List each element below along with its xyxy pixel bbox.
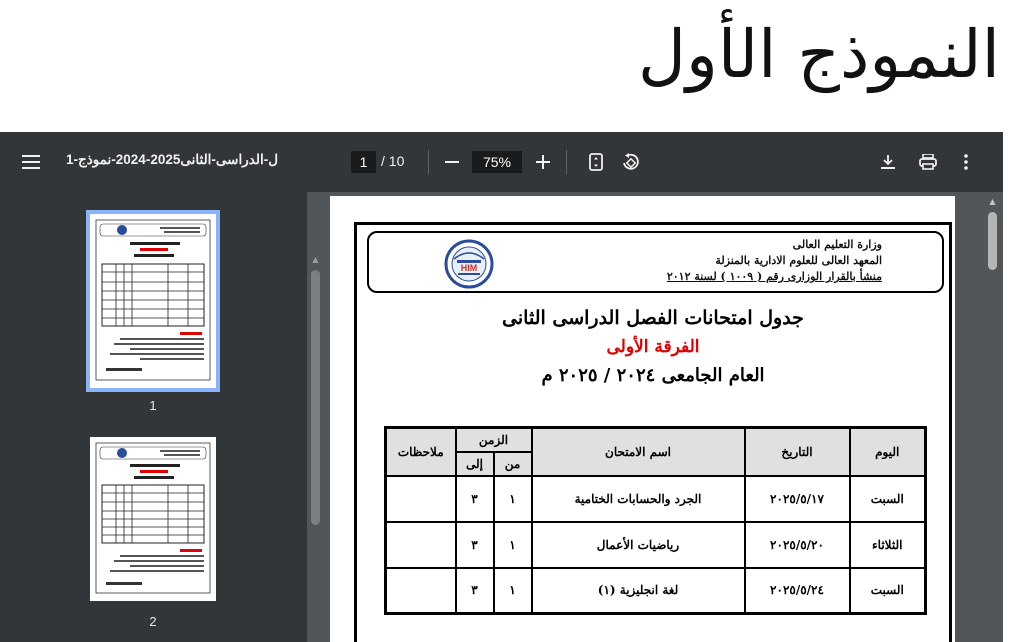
- page-thumbnail-1[interactable]: [90, 214, 216, 388]
- cell-notes: [386, 476, 456, 522]
- cell-day: الثلاثاء: [850, 522, 926, 568]
- cell-date: ٢٠٢٥/٥/١٧: [745, 476, 850, 522]
- cell-day: السبت: [850, 568, 926, 614]
- thumbnail-sidebar: [0, 192, 319, 642]
- cell-to: ٣: [456, 522, 494, 568]
- cell-to: ٣: [456, 568, 494, 614]
- fit-page-button[interactable]: [585, 150, 607, 174]
- header-to: إلى: [456, 452, 494, 476]
- download-icon: [880, 154, 896, 170]
- document-view: [320, 192, 1003, 642]
- table-row: [386, 522, 926, 568]
- cell-from: ١: [494, 568, 532, 614]
- header-day: اليوم: [850, 428, 926, 476]
- thumbnail-page-number: 1: [149, 398, 157, 413]
- table-header-row: [386, 428, 926, 452]
- sidebar-scrollbar[interactable]: [311, 270, 320, 525]
- cell-day: السبت: [850, 476, 926, 522]
- table-row: [386, 568, 926, 614]
- institute-name: المعهد العالى للعلوم الادارية بالمنزلة: [715, 254, 882, 267]
- sidebar-scroll-up-icon[interactable]: ▲: [312, 255, 319, 264]
- page-number-input[interactable]: 1: [351, 151, 376, 173]
- cell-notes: [386, 568, 456, 614]
- fit-page-icon: [589, 153, 603, 171]
- download-button[interactable]: [876, 150, 900, 174]
- hamburger-menu-icon[interactable]: [18, 150, 44, 174]
- minus-icon: [445, 155, 459, 169]
- page-border: [354, 222, 952, 642]
- rotate-icon: [621, 153, 641, 171]
- pdf-viewer: [0, 132, 1003, 642]
- header-time: الزمن: [456, 428, 532, 452]
- header-from: من: [494, 452, 532, 476]
- pdf-page: [330, 196, 955, 642]
- rotate-button[interactable]: [619, 150, 643, 174]
- cell-date: ٢٠٢٥/٥/٢٠: [745, 522, 850, 568]
- header-date: التاريخ: [745, 428, 850, 476]
- page-thumbnail-preview: [90, 214, 216, 388]
- letterhead-box: [367, 231, 944, 293]
- cell-from: ١: [494, 476, 532, 522]
- toolbar-divider: [428, 150, 429, 174]
- header-notes: ملاحظات: [386, 428, 456, 476]
- cell-notes: [386, 522, 456, 568]
- more-options-button[interactable]: [955, 150, 977, 174]
- more-vertical-icon: [964, 154, 968, 170]
- thumbnail-page-number: 2: [149, 614, 157, 629]
- ministry-name: وزارة التعليم العالى: [792, 238, 882, 251]
- table-row: [386, 476, 926, 522]
- page-thumbnail-preview: [90, 437, 216, 601]
- document-subtitle: الفرقة الأولى: [606, 337, 700, 357]
- print-button[interactable]: [915, 150, 941, 174]
- exam-schedule-table: [384, 426, 927, 615]
- cell-exam: الجرد والحسابات الختامية: [532, 476, 745, 522]
- cell-from: ١: [494, 522, 532, 568]
- print-icon: [919, 154, 937, 170]
- letterhead-text: [662, 237, 882, 285]
- cell-exam: رياضيات الأعمال: [532, 522, 745, 568]
- document-title: ل-الدراسى-الثانى2025-2024-نموذج-1: [66, 152, 279, 167]
- main-scroll-up-icon[interactable]: ▲: [989, 197, 996, 206]
- page-heading: النموذج الأول: [638, 16, 1000, 93]
- page-thumbnail-2[interactable]: [90, 437, 216, 601]
- decree-text: منشأ بالقرار الوزارى رقم ( ١٠٠٩ ) لسنة ٢٠١٢: [666, 270, 882, 283]
- plus-icon: [536, 155, 550, 169]
- cell-to: ٣: [456, 476, 494, 522]
- toolbar-divider: [566, 150, 567, 174]
- cell-date: ٢٠٢٥/٥/٢٤: [745, 568, 850, 614]
- institute-logo: [440, 239, 498, 289]
- document-title-heading: جدول امتحانات الفصل الدراسى الثانى: [502, 307, 804, 329]
- zoom-level-input[interactable]: 75%: [472, 151, 522, 173]
- main-scrollbar[interactable]: [988, 212, 997, 270]
- page-heading-area: [0, 0, 1014, 132]
- cell-exam: لغة انجليزية (١): [532, 568, 745, 614]
- header-exam: اسم الامتحان: [532, 428, 745, 476]
- academic-year: العام الجامعى ٢٠٢٤ / ٢٠٢٥ م: [541, 365, 765, 386]
- viewer-toolbar: [0, 132, 1003, 192]
- logo-text: HIM: [460, 263, 478, 273]
- page-total: / 10: [381, 153, 405, 169]
- zoom-in-button[interactable]: [531, 150, 555, 174]
- zoom-out-button[interactable]: [440, 150, 464, 174]
